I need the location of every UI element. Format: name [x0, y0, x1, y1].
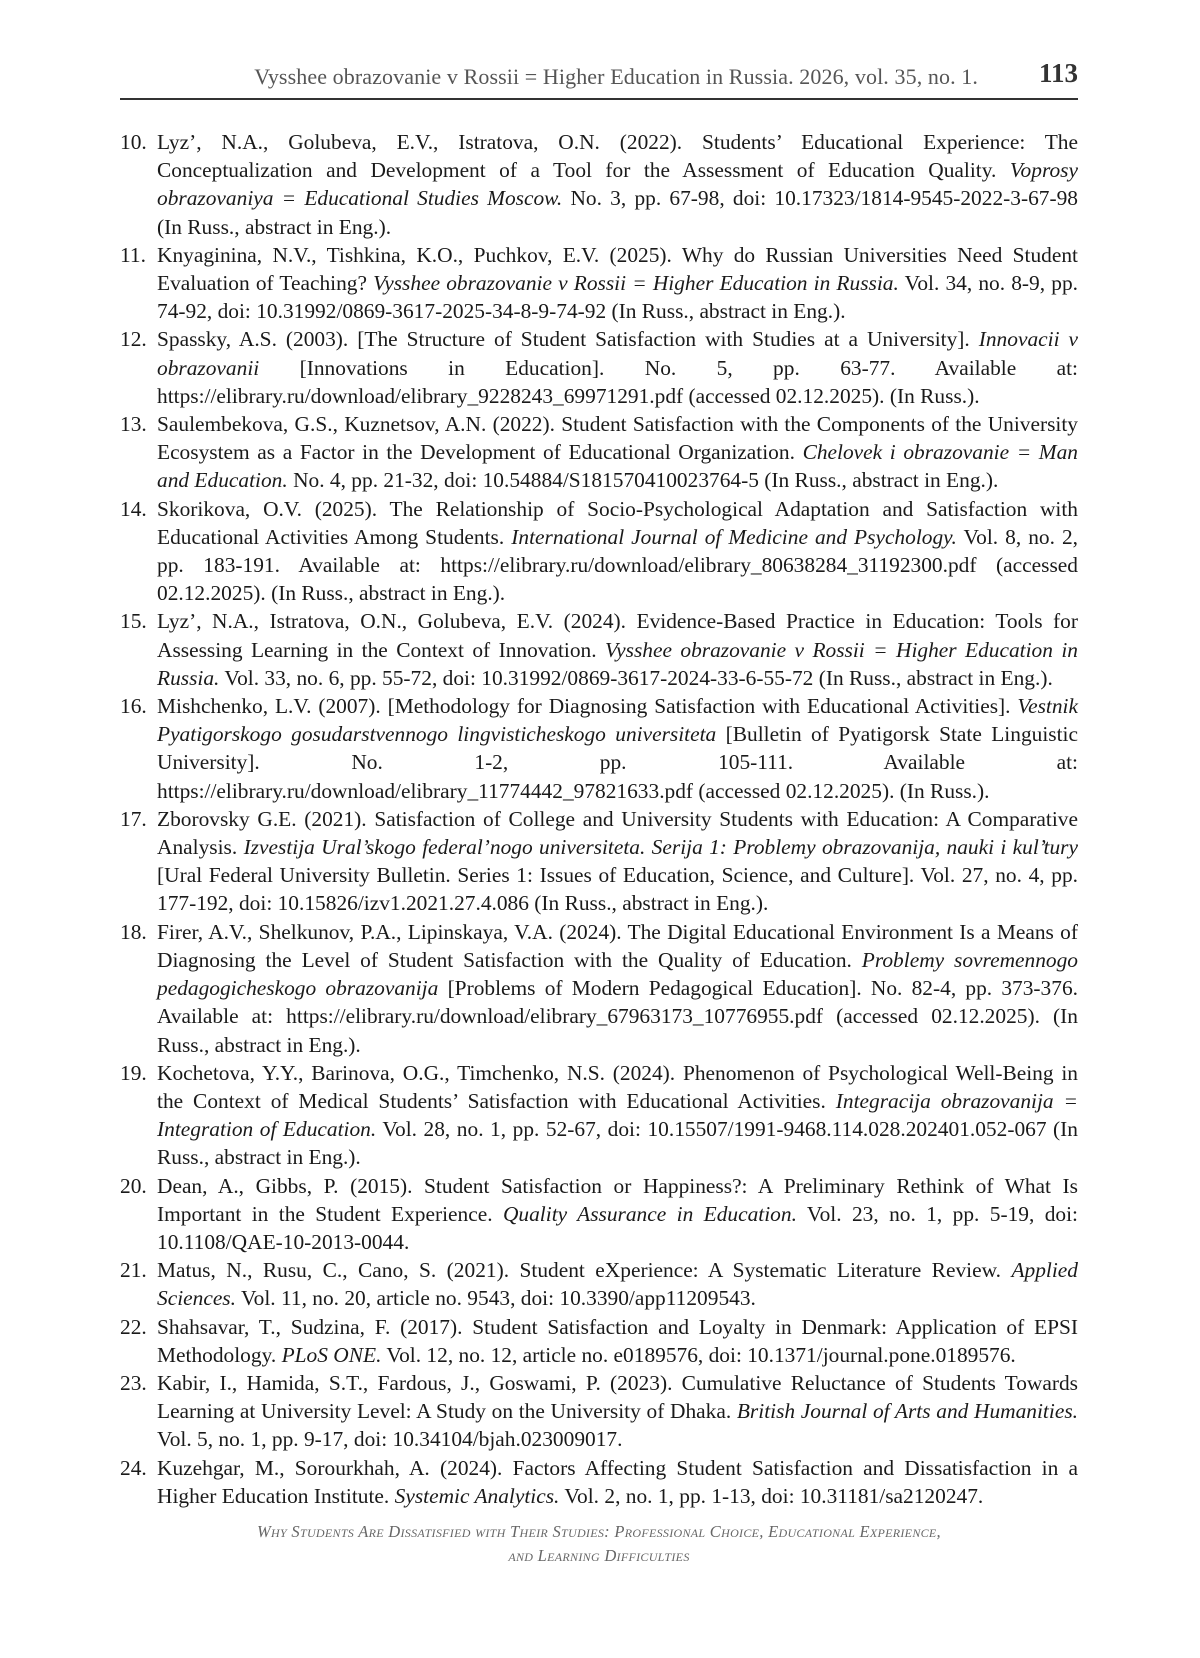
reference-source: Systemic Analytics. — [394, 1483, 560, 1508]
reference-source: Vysshee obrazovanie v Rossii = Higher Education in Russia. — [373, 271, 899, 296]
reference-number: 24. — [120, 1455, 147, 1480]
reference-number: 23. — [120, 1370, 147, 1395]
reference-item — [120, 128, 1078, 241]
reference-text: Lyz’, N.A., Golubeva, E.V., Istratova, O.N. (2022). Students’ Educational Experience: The Conceptualization and Development of a Tool for the Assessment of Education Quality. Voprosy obrazovaniya = Educational Studies Moscow. No. 3, pp. 67-98, doi: 10.17323/1814-9545-2022-3-67-98 (In Russ., abstract in Eng.). — [157, 130, 1078, 239]
reference-source: PLoS ONE. — [281, 1342, 382, 1367]
reference-source: Voprosy obrazovaniya = Educational Studies Moscow. — [157, 158, 1078, 211]
page-number: 113 — [1038, 58, 1078, 88]
reference-text: Zborovsky G.E. (2021). Satisfaction of College and University Students with Education: A Comparative Analysis. Izvestija Ural’skogo federal’nogo universiteta. Serija 1: Problemy obrazovanija, nauki i kul’tury [Ural Federal University Bulletin. Series 1: Issues of Education, Science, and Culture]. Vol. 27, no. 4, pp. 177-192, doi: 10.15826/izv1.2021.27.4.086 (In Russ., abstract in Eng.). — [157, 806, 1078, 916]
reference-number: 14. — [120, 496, 147, 521]
reference-number: 20. — [120, 1173, 147, 1198]
running-header — [120, 58, 1078, 100]
reference-source: Izvestija Ural’skogo federal’nogo universiteta. Serija 1: Problemy obrazovanija, nauki i kul’tury — [243, 835, 1078, 860]
reference-number: 17. — [120, 806, 147, 831]
reference-number: 10. — [120, 130, 147, 154]
reference-number: 13. — [120, 412, 147, 437]
reference-text: Kuzehgar, M., Sorourkhah, A. (2024). Factors Affecting Student Satisfaction and Dissatisfaction in a Higher Education Institute. Systemic Analytics. Vol. 2, no. 1, pp. 1-13, doi: 10.31181/sa2120247. — [157, 1455, 1078, 1508]
reference-text: Kochetova, Y.Y., Barinova, O.G., Timchenko, N.S. (2024). Phenomenon of Psychological Well-Being in the Context of Medical Students’ Satisfaction with Educational Activities. Integracija obrazovanija = Integration of Education. Vol. 28, no. 1, pp. 52-67, doi: 10.15507/1991-9468.114.028.202401.052-067 (In Russ., abstract in Eng.). — [157, 1060, 1078, 1170]
reference-number: 12. — [120, 327, 147, 352]
reference-source: Integracija obrazovanija = Integration of Education. — [157, 1088, 1078, 1142]
reference-list — [120, 128, 1078, 1510]
reference-item — [120, 495, 1078, 608]
reference-text: Mishchenko, L.V. (2007). [Methodology for Diagnosing Satisfaction with Educational Activities]. Vestnik Pyatigorskogo gosudarstvennogo lingvisticheskogo universiteta [Bulletin of Pyatigorsk State Linguistic University]. No. 1-2, pp. 105-111. Available at: https://elibrary.ru/download/elibrary_11774442_97821633.pdf (accessed 02.12.2025). (In Russ.). — [157, 694, 1078, 803]
reference-item — [120, 1059, 1078, 1172]
reference-text: Kabir, I., Hamida, S.T., Fardous, J., Goswami, P. (2023). Cumulative Reluctance of Students Towards Learning at University Level: A Study on the University of Dhaka. British Journal of Arts and Humanities. Vol. 5, no. 1, pp. 9-17, doi: 10.34104/bjah.023009017. — [157, 1370, 1078, 1452]
reference-item — [120, 410, 1078, 495]
reference-item — [120, 692, 1078, 805]
reference-number: 21. — [120, 1258, 147, 1283]
reference-text: Skorikova, O.V. (2025). The Relationship of Socio-Psychological Adaptation and Satisfaction with Educational Activities Among Students. International Journal of Medicine and Psychology. Vol. 8, no. 2, pp. 183-191. Available at: https://elibrary.ru/download/elibrary_80638284_31192300.pdf (accessed 02.12.2025). (In Russ., abstract in Eng.). — [157, 496, 1079, 606]
reference-number: 16. — [120, 694, 147, 719]
reference-item — [120, 241, 1078, 326]
reference-source: Problemy sovremennogo pedagogicheskogo obrazovanija — [157, 947, 1078, 1001]
reference-text: Dean, A., Gibbs, P. (2015). Student Satisfaction or Happiness?: A Preliminary Rethink of What Is Important in the Student Experience. Quality Assurance in Education. Vol. 23, no. 1, pp. 5-19, doi: 10.1108/QAE-10-2013-0044. — [157, 1173, 1078, 1254]
reference-text: Firer, A.V., Shelkunov, P.A., Lipinskaya, V.A. (2024). The Digital Educational Environment Is a Means of Diagnosing the Level of Student Satisfaction with the Quality of Education. Problemy sovremennogo pedagogicheskogo obrazovanija [Problems of Modern Pedagogical Education]. No. 82-4, pp. 373-376. Available at: https://elibrary.ru/download/elibrary_67963173_10776955.pdf (accessed 02.12.2025). (In Russ., abstract in Eng.). — [157, 919, 1078, 1057]
reference-text: Lyz’, N.A., Istratova, O.N., Golubeva, E.V. (2024). Evidence-Based Practice in Education: Tools for Assessing Learning in the Context of Innovation. Vysshee obrazovanie v Rossii = Higher Education in Russia. Vol. 33, no. 6, pp. 55-72, doi: 10.31992/0869-3617-2024-33-6-55-72 (In Russ., abstract in Eng.). — [157, 609, 1078, 690]
reference-item — [120, 1369, 1078, 1454]
reference-source: Quality Assurance in Education. — [502, 1201, 797, 1226]
reference-number: 22. — [120, 1314, 147, 1339]
reference-item — [120, 1256, 1078, 1312]
reference-text: Matus, N., Rusu, C., Cano, S. (2021). Student eXperience: A Systematic Literature Review. Applied Sciences. Vol. 11, no. 20, article no. 9543, doi: 10.3390/app11209543. — [157, 1258, 1078, 1311]
reference-item — [120, 1313, 1078, 1369]
reference-source: Vestnik Pyatigorskogo gosudarstvennogo lingvisticheskogo universiteta — [157, 694, 1078, 747]
reference-item — [120, 325, 1078, 410]
journal-title: Vysshee obrazovanie v Rossii = Higher Education in Russia. 2026, vol. 35, no. 1. — [254, 64, 978, 89]
reference-item — [120, 1172, 1078, 1257]
reference-source: Vysshee obrazovanie v Rossii = Higher Education in Russia. — [157, 637, 1078, 690]
running-footer — [120, 1520, 1078, 1568]
reference-number: 11. — [120, 242, 146, 267]
reference-item — [120, 805, 1078, 918]
reference-text: Spassky, A.S. (2003). [The Structure of Student Satisfaction with Studies at a University]. Innovacii v obrazovanii [Innovations in Education]. No. 5, pp. 63-77. Available at: https://elibrary.ru/download/elibrary_9228243_69971291.pdf (accessed 02.12.2025). (In Russ.). — [157, 327, 1078, 408]
reference-text: Saulembekova, G.S., Kuznetsov, A.N. (2022). Student Satisfaction with the Components of the University Ecosystem as a Factor in the Development of Educational Organization. Chelovek i obrazovanie = Man and Education. No. 4, pp. 21-32, doi: 10.54884/S181570410023764-5 (In Russ., abstract in Eng.). — [157, 412, 1078, 493]
reference-number: 15. — [120, 609, 147, 634]
reference-source: International Journal of Medicine and Psychology. — [511, 524, 957, 549]
reference-source: Applied Sciences. — [157, 1258, 1078, 1311]
reference-item — [120, 918, 1078, 1059]
reference-number: 18. — [120, 919, 147, 944]
reference-text: Knyaginina, N.V., Tishkina, K.O., Puchkov, E.V. (2025). Why do Russian Universities Need Student Evaluation of Teaching? Vysshee obrazovanie v Rossii = Higher Education in Russia. Vol. 34, no. 8-9, pp. 74-92, doi: 10.31992/0869-3617-2025-34-8-9-74-92 (In Russ., abstract in Eng.). — [157, 242, 1078, 324]
reference-item — [120, 1454, 1078, 1510]
article-title-line-2: and Learning Difficulties — [508, 1546, 690, 1565]
reference-source: British Journal of Arts and Humanities. — [736, 1399, 1078, 1424]
article-title-line-1: Why Students Are Dissatisfied with Their Studies: Professional Choice, Educational Experience, — [257, 1522, 941, 1541]
reference-source: Chelovek i obrazovanie = Man and Education. — [157, 440, 1078, 493]
reference-number: 19. — [120, 1060, 147, 1085]
reference-item — [120, 607, 1078, 692]
reference-source: Innovacii v obrazovanii — [157, 327, 1078, 380]
reference-text: Shahsavar, T., Sudzina, F. (2017). Student Satisfaction and Loyalty in Denmark: Application of EPSI Methodology. PLoS ONE. Vol. 12, no. 12, article no. e0189576, doi: 10.1371/journal.pone.0189576. — [157, 1314, 1078, 1367]
